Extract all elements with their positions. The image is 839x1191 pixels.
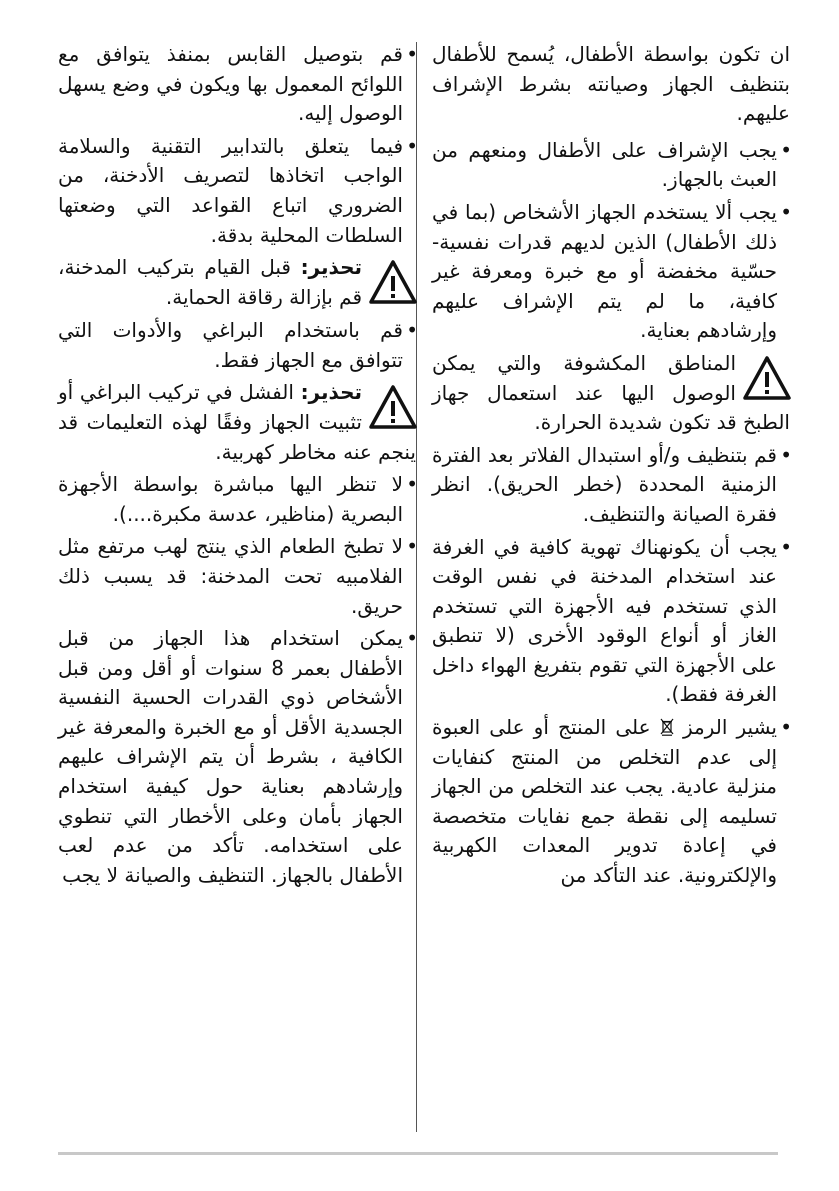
footer-rule <box>58 1152 778 1155</box>
warning-hot-text: المناطق المكشوفة والتي يمكن الوصول اليها عند استعمال جهاز الطبخ قد تكون شديدة الحرارة. <box>432 350 790 435</box>
weee-text-before: يشير الرمز <box>682 715 778 740</box>
warning-label: تحذير: <box>300 255 362 280</box>
warning-label: تحذير: <box>300 380 362 405</box>
crossed-bin-icon <box>660 718 674 736</box>
bullet-screws-tools: • قم باستخدام البراغي والأدوات التي تتوافق مع الجهاز فقط. <box>58 316 416 375</box>
bullet-reduced-capabilities: • يجب ألا يستخدم الجهاز الأشخاص (بما في ذلك الأطفال) الذين لديهم قدرات نفسية-حسّية مخفضة أو مع خبرة ومعرفة غير كافية، ما لم يتم الإشراف عليهم وإرشادهم بعناية. <box>432 198 790 346</box>
bullet-supervise-children: • يجب الإشراف على الأطفال ومنعهم من العبث بالجهاز. <box>432 136 790 195</box>
left-column <box>58 40 416 893</box>
column-divider <box>416 42 417 1132</box>
warning-installation <box>58 378 416 467</box>
bullet-optical-devices: • لا تنظر اليها مباشرة بواسطة الأجهزة البصرية (مناظير، عدسة مكبرة....). <box>58 470 416 529</box>
warning-triangle-icon <box>368 259 418 305</box>
warning-triangle-icon <box>742 355 792 401</box>
bullet-plug-socket: • قم بتوصيل القابس بمنفذ يتوافق مع اللوائح المعمول بها ويكون في وضع يسهل الوصول إليه. <box>58 40 416 129</box>
intro-paragraph: ان تكون بواسطة الأطفال، يُسمح للأطفال بتنظيف الجهاز وصيانته بشرط الإشراف عليهم. <box>432 42 790 126</box>
warning-triangle-icon <box>368 384 418 430</box>
bullet-weee <box>432 713 790 891</box>
warning-protective-film <box>58 253 416 313</box>
bullet-flambe: • لا تطبخ الطعام الذي ينتج لهب مرتفع مثل الفلامبيه تحت المدخنة: قد يسبب ذلك حريق. <box>58 532 416 621</box>
bullet-ventilation: • يجب أن يكونهناك تهوية كافية في الغرفة عند استخدام المدخنة في نفس الوقت الذي تستخدم فيه الأجهزة التي تستخدم الغاز أو أنواع الوقود الأخرى (لا تنطبق على الأجهزة التي تقوم بتفريغ الهواء داخل الغرفة فقط). <box>432 533 790 711</box>
bullet-children-usage: • يمكن استخدام هذا الجهاز من قبل الأطفال بعمر 8 سنوات أو أقل ومن قبل الأشخاص ذوي القدرات الحسية النفسية الجسدية الأقل أو مع الخبرة والمعرفة غير الكافية ، بشرط أن يتم الإشراف عليهم وإرشادهم بعناية حول كيفية استخدام الجهاز بأمان وعلى الأخطار التي تنطوي على استخدامه. تأكد من عدم لعب الأطفال بالجهاز. التنظيف والصيانة لا يجب <box>58 624 416 890</box>
bullet-filters: • قم بتنظيف و/أو استبدال الفلاتر بعد الفترة الزمنية المحددة (خطر الحريق). انظر فقرة الصيانة والتنظيف. <box>432 441 790 530</box>
warning-protective-film-text: قبل القيام بتركيب المدخنة، قم بإزالة رقاقة الحماية. <box>58 255 362 309</box>
weee-text-after: على المنتج أو على العبوة إلى عدم التخلص من المنتج كنفايات منزلية عادية. يجب عند التخلص من الجهاز تسليمه إلى نقطة جمع نفايات متخصصة في إعادة تدوير المعدات الكهربية والإلكترونية. عند التأكد من <box>432 715 777 888</box>
bullet-smoke-regulations: • فيما يتعلق بالتدابير التقنية والسلامة الواجب اتخاذها لتصريف الأدخنة، من الضروري اتباع القواعد التي وضعتها السلطات المحلية بدقة. <box>58 132 416 250</box>
warning-hot-surfaces <box>432 349 790 438</box>
right-column <box>432 40 790 894</box>
warning-installation-text: الفشل في تركيب البراغي أو تثبيت الجهاز وفقًا لهذه التعليمات قد ينجم عنه مخاطر كهربية. <box>58 380 416 464</box>
